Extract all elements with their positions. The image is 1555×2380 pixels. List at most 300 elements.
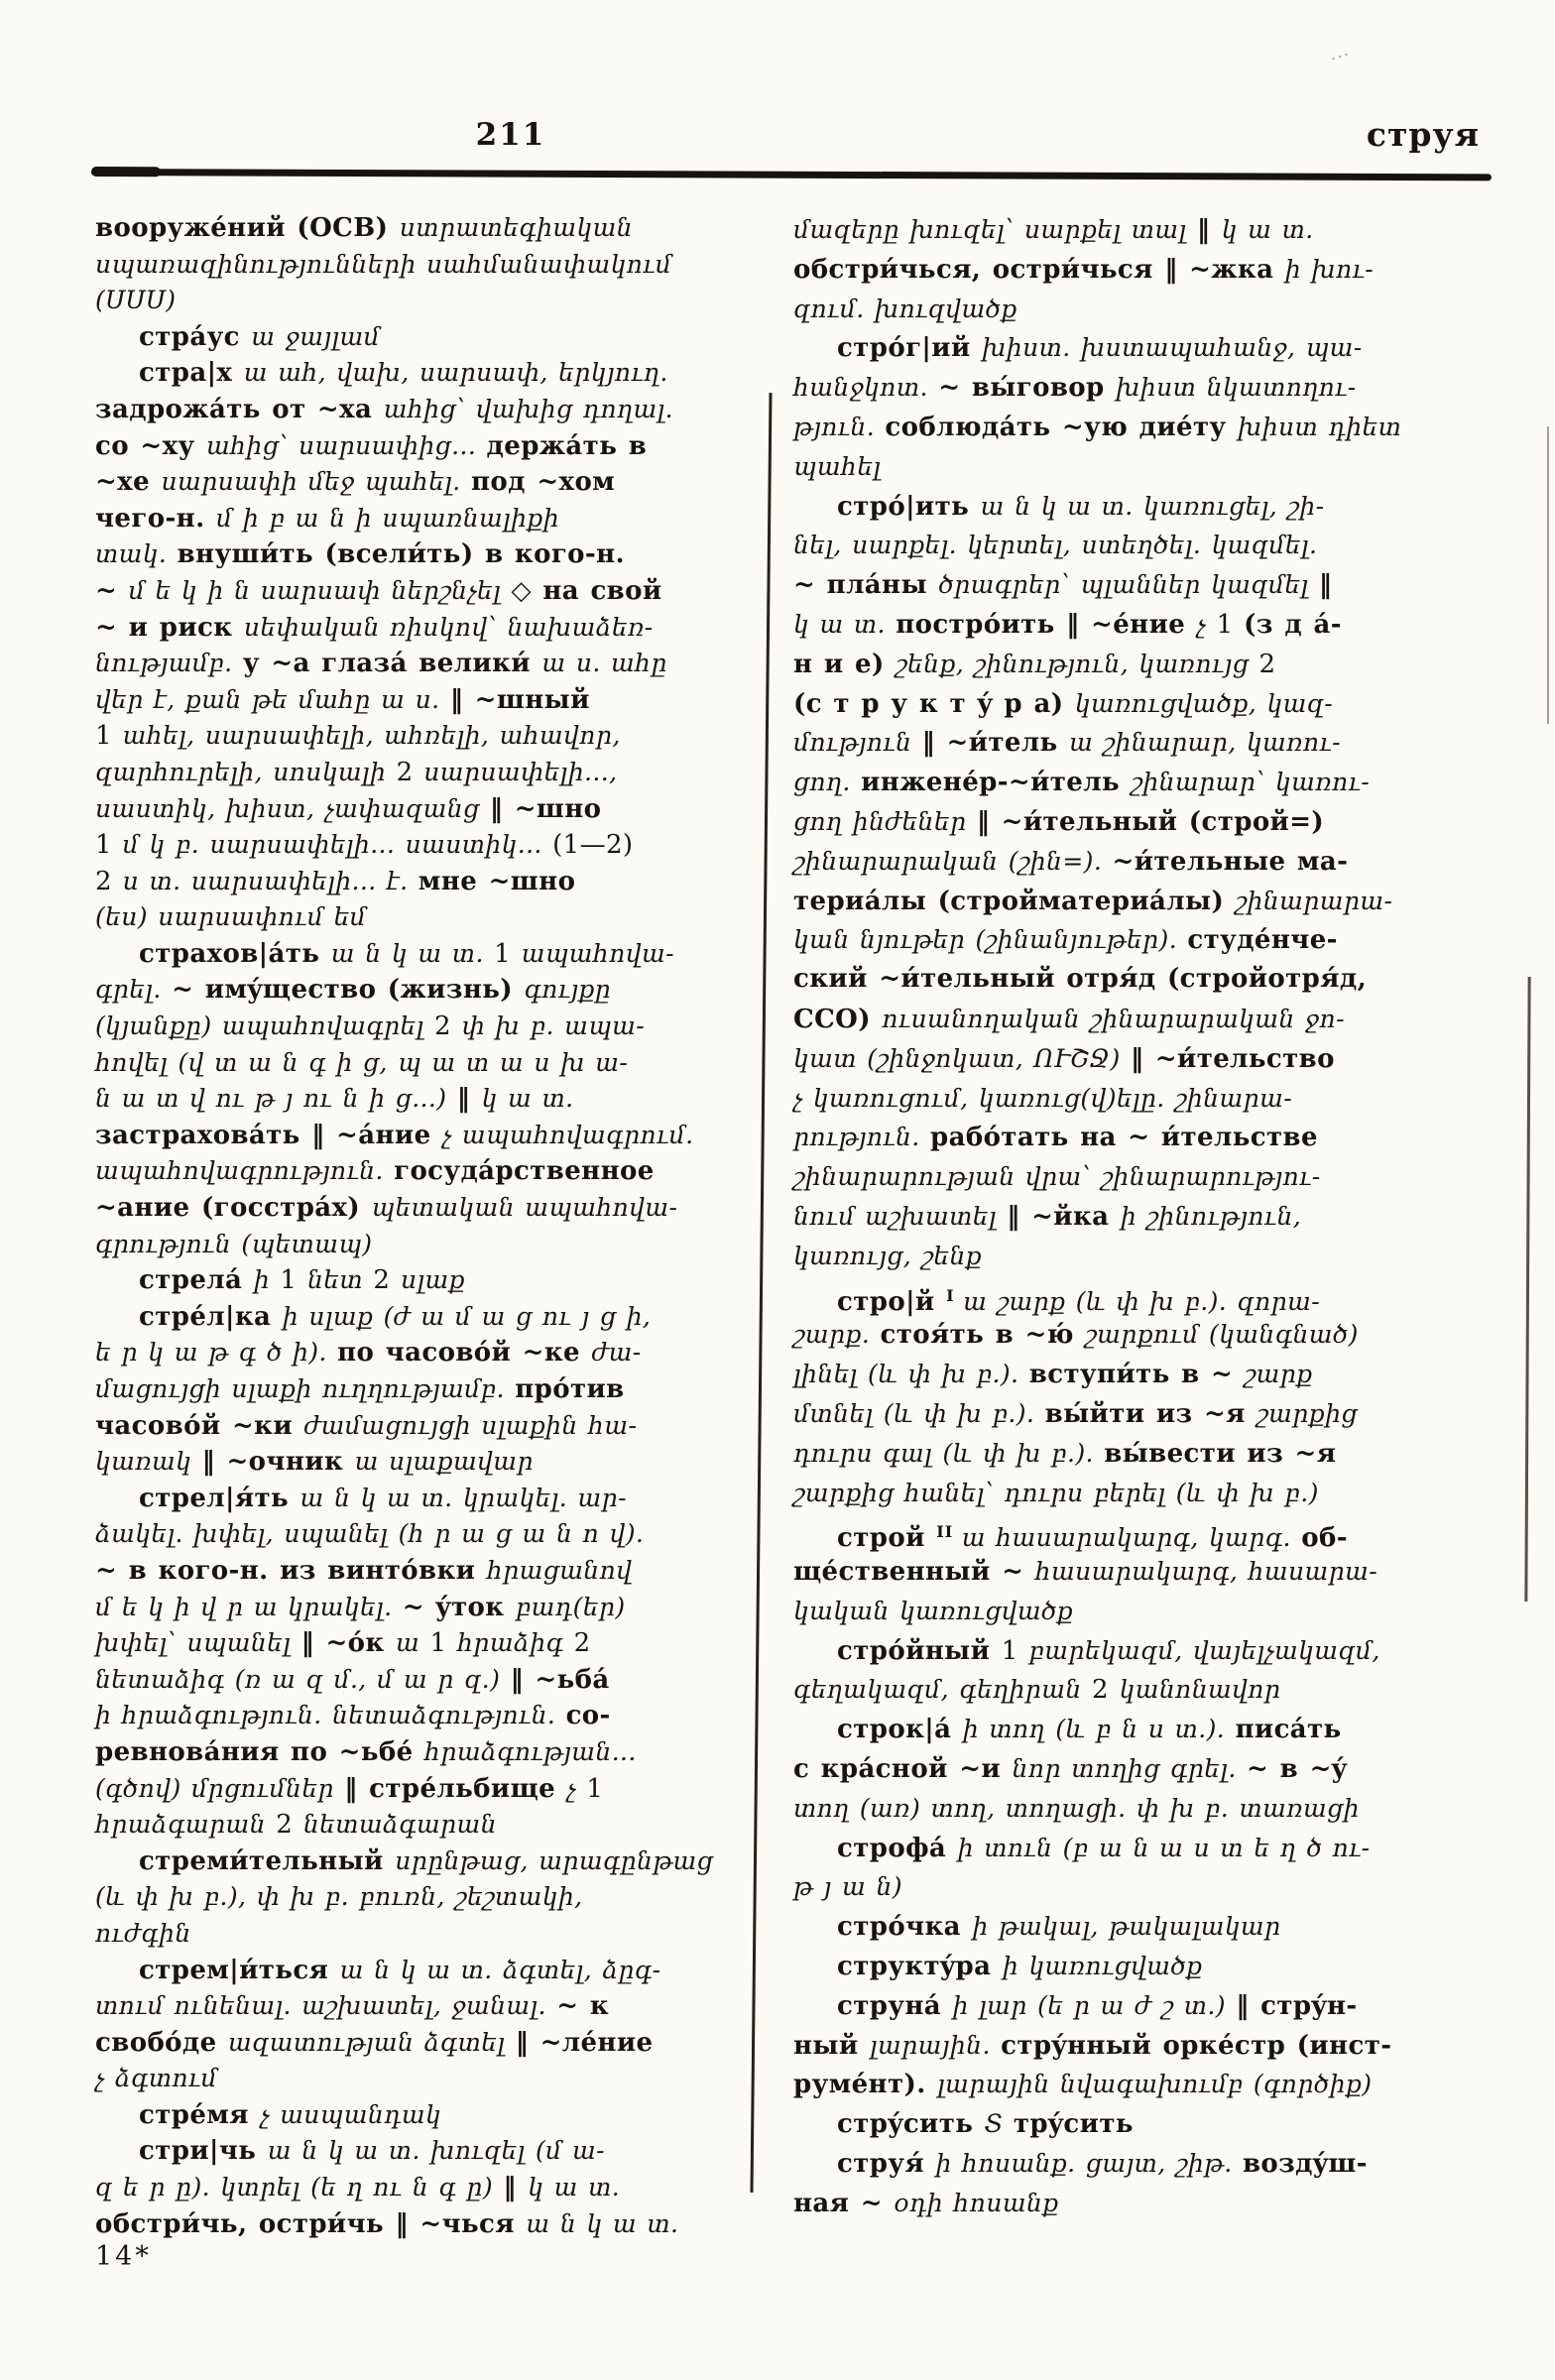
russian-text: об- <box>1301 1523 1348 1554</box>
armenian-text: շինարար՝ կառու- <box>1131 768 1371 797</box>
russian-text: ~ <box>95 575 129 606</box>
dict-line <box>793 2144 1503 2184</box>
armenian-text: ի հրաձգություն. նետաձգություն. <box>95 1701 566 1730</box>
armenian-text: զ ե ր ը). կտրել (ե ղ ու ն գ ը) <box>95 2173 504 2202</box>
armenian-text: նետ <box>306 1265 374 1295</box>
armenian-text: նությամբ. <box>95 649 243 678</box>
dict-line <box>95 573 778 610</box>
armenian-text: պահել <box>793 451 882 481</box>
armenian-text: գրություն (պետապ) <box>95 1229 373 1258</box>
dict-line <box>793 1000 1503 1039</box>
armenian-text: խիստ նկատողու- <box>1116 373 1357 403</box>
dict-line <box>793 1157 1503 1197</box>
armenian-text: սեփական ռիսկով՝ նախաձեռ- <box>243 612 654 642</box>
armenian-text: ապահովագրություն. <box>95 1156 395 1186</box>
dict-line <box>95 1153 778 1190</box>
armenian-text: բարեկազմ, վայելչակազմ, <box>1028 1635 1380 1665</box>
dict-line <box>793 1237 1503 1276</box>
dict-entry <box>793 2104 1503 2144</box>
ink-speck: ··· <box>1328 45 1354 68</box>
armenian-text: շարք. <box>793 1320 881 1350</box>
dict-line <box>95 355 778 392</box>
dict-line <box>793 1710 1503 1749</box>
russian-text: ~ к <box>556 1991 610 2022</box>
russian-text: ~ в кого-н. из винтóвки <box>95 1555 487 1586</box>
armenian-text: հասարակարգ, հասարա- <box>1034 1557 1378 1587</box>
russian-text: вооружéний (ОСВ) <box>95 213 400 243</box>
dict-entry <box>95 355 778 936</box>
russian-text: териáлы (стройматериáлы) <box>793 886 1236 916</box>
dict-line <box>793 1749 1503 1789</box>
russian-text: струнá <box>837 1990 953 2021</box>
russian-text: ◇ на свой <box>511 575 662 606</box>
armenian-text: ա սլաքավար <box>354 1447 534 1477</box>
armenian-text: կ ա տ. <box>793 609 897 639</box>
russian-text: страхов|áть <box>139 938 331 969</box>
armenian-text: ա ն կ ա տ. կրակել. ար- <box>299 1483 627 1512</box>
armenian-text: զարհուրելի, սոսկալի <box>95 757 397 786</box>
armenian-text: վեր է, քան թե մահը ա ս. <box>95 684 450 714</box>
armenian-text: շենք, շինություն, կառույց <box>896 649 1259 678</box>
dict-line <box>793 1789 1503 1829</box>
armenian-text: (կյանքը) ապահովագրել <box>95 1012 434 1041</box>
russian-text: стоя́ть в ~ю́ <box>880 1320 1086 1351</box>
dict-line <box>95 755 778 791</box>
armenian-text: նետաձիգ (ռ ա զ մ., մ ա ր զ.) <box>95 1664 511 1694</box>
russian-text: рабóтать на ~ и́тельстве <box>930 1123 1318 1153</box>
dict-entry <box>793 210 1503 328</box>
dict-entry <box>95 2133 778 2242</box>
roman-numeral-superscript: II <box>936 1522 962 1542</box>
dict-entry <box>793 1947 1503 1986</box>
russian-text: строк|á <box>837 1715 963 1745</box>
armenian-text: չ <box>1196 609 1217 639</box>
dict-line <box>793 882 1503 921</box>
plain-text: 1 <box>95 721 123 752</box>
russian-text: застраховáть ‖ ~áние <box>95 1120 442 1150</box>
russian-text: стрéл|ка <box>139 1301 283 1332</box>
dict-line <box>793 842 1503 882</box>
dict-line <box>95 1335 778 1371</box>
armenian-text: րություն. <box>793 1123 930 1152</box>
armenian-text: ահից՝ սարսափից... <box>206 430 487 460</box>
armenian-text: շինարարա- <box>1235 886 1393 915</box>
dict-line <box>95 1481 778 1517</box>
armenian-text: գրել. <box>95 975 173 1005</box>
russian-text: щéственный ~ <box>793 1557 1035 1588</box>
russian-text: стрем|и́ться <box>139 1955 340 1985</box>
dict-line <box>793 1118 1503 1157</box>
armenian-text: հրաձիգ <box>457 1628 574 1658</box>
russian-text: стрéмя <box>139 2099 261 2130</box>
armenian-text: հովել (վ տ ա ն գ ի ց, պ ա տ ա ս խ ա- <box>95 1047 629 1077</box>
dict-line <box>95 536 778 573</box>
russian-text: держáть в <box>486 430 648 461</box>
armenian-text: մտնել (և փ խ բ.). <box>793 1398 1045 1428</box>
armenian-text: տող (առ) տող, տողացի. փ խ բ. տառացի <box>793 1793 1360 1823</box>
dict-entry <box>793 1986 1503 2104</box>
armenian-text: ի լար (ե ր ա ժ շ տ.) <box>952 1990 1237 2020</box>
plain-text: 2 <box>1092 1675 1120 1706</box>
russian-text: ~ плáны <box>793 570 939 601</box>
dict-line <box>95 972 778 1009</box>
armenian-text: ժամացույցի սլաքին հա- <box>303 1410 638 1440</box>
dict-line <box>95 864 778 900</box>
russian-text: соблюдáть ~ую диéту <box>885 412 1238 442</box>
plain-text: (1—2) <box>552 830 634 861</box>
russian-text: госудáрственное <box>394 1156 655 1187</box>
armenian-text: խփել՝ սպանել <box>95 1628 301 1658</box>
armenian-text: ա ն կ ա տ. ձգտել, ձըգ- <box>339 1955 661 1984</box>
armenian-text: ուժգին <box>95 1918 191 1948</box>
armenian-text: տակ. <box>95 539 178 569</box>
signature-mark: 14* <box>95 2241 152 2272</box>
russian-text: ~ в ~ý <box>1247 1754 1348 1785</box>
scan-edge-artifact <box>1547 426 1549 724</box>
dict-entry <box>793 487 1503 1276</box>
dict-line <box>95 1009 778 1045</box>
russian-text: ‖ ~ьбá <box>510 1664 610 1695</box>
dict-line <box>95 247 778 284</box>
armenian-text: մ կ բ. սարսափելի... սաստիկ... <box>122 830 553 860</box>
plain-text: 2 <box>396 757 424 787</box>
armenian-text: կառակ <box>95 1447 202 1477</box>
armenian-text: հրաձգության... <box>424 1736 637 1766</box>
dict-line <box>95 1408 778 1445</box>
armenian-text: տում ունենալ. աշխատել, ջանալ. <box>95 1991 557 2021</box>
armenian-text: ի տող (և բ ն ս տ.). <box>962 1715 1236 1744</box>
russian-text: трýсить <box>1013 2109 1134 2140</box>
russian-text: ~и́тельные ма- <box>1112 846 1349 877</box>
dict-line <box>95 1844 778 1880</box>
dict-line <box>793 763 1503 802</box>
russian-text: обстри́чься, остри́чься ‖ ~жка <box>793 254 1285 285</box>
dict-entry <box>793 328 1503 486</box>
dict-line <box>95 464 778 501</box>
dict-line <box>793 960 1503 1000</box>
russian-text: у ~а глазá велики́ <box>242 649 542 679</box>
plain-text: 2 <box>276 1810 303 1841</box>
armenian-text: չ ասպանդակ <box>260 2099 442 2129</box>
dict-entry <box>793 1829 1503 1908</box>
russian-text: внуши́ть (всели́ть) в кого-н. <box>177 539 625 570</box>
armenian-text: կանոնավոր <box>1119 1675 1281 1705</box>
dict-line <box>793 1355 1503 1394</box>
armenian-text: չ ձգտում <box>95 2064 218 2093</box>
dict-line <box>793 684 1503 724</box>
dict-line <box>793 802 1503 842</box>
armenian-text: ահել, սարսափելի, ահռելի, ահավոր, <box>122 721 621 751</box>
russian-text: ‖ <box>1318 570 1333 601</box>
armenian-text: կական կառուցվածք <box>793 1596 1074 1625</box>
dict-line <box>793 487 1503 527</box>
armenian-text: ի հոսանք. ցայտ, շիթ. <box>935 2149 1243 2179</box>
armenian-text: չ <box>566 1773 587 1803</box>
russian-text: чего-н. <box>95 503 216 534</box>
russian-text: стрó|ить <box>837 491 981 522</box>
dict-entry <box>793 1710 1503 1828</box>
armenian-text: սլաք <box>400 1265 465 1295</box>
russian-text: со ~ху <box>95 430 207 461</box>
russian-text: ~хе <box>95 467 162 498</box>
russian-text: ~ имýщество (жизнь) <box>172 975 525 1006</box>
dict-line <box>95 827 778 864</box>
russian-text: студéнче- <box>1187 925 1338 956</box>
plain-text: 1 <box>95 830 123 861</box>
russian-text: стра|х <box>139 358 244 389</box>
dict-line <box>95 1262 778 1299</box>
armenian-text: Տ <box>984 2109 1014 2139</box>
dict-line <box>95 1516 778 1553</box>
dict-line <box>95 428 778 465</box>
russian-text: вступи́ть в ~ <box>1028 1360 1245 1390</box>
russian-text: стрóг|ий <box>837 333 983 364</box>
armenian-text: ս տ. սարսափելի... է. <box>122 866 419 895</box>
dict-line <box>793 1474 1503 1513</box>
plain-text: 1 <box>429 1628 458 1659</box>
dict-line <box>95 1625 778 1662</box>
russian-text: воздýш- <box>1242 2149 1368 2180</box>
dict-line <box>793 565 1503 605</box>
armenian-text: ն ա տ վ ու թ յ ու ն ի ց...) <box>95 1084 457 1114</box>
dict-line <box>95 646 778 682</box>
roman-numeral-superscript: I <box>946 1285 964 1305</box>
dict-line <box>95 319 778 356</box>
armenian-text: շարքում (կանգնած) <box>1085 1320 1359 1350</box>
armenian-text: ի տուն (բ ա ն ա ս տ ե ղ ծ ու- <box>957 1833 1371 1862</box>
armenian-text: սարսափելի..., <box>423 757 618 786</box>
dict-line <box>793 408 1503 447</box>
dict-line <box>95 1227 778 1263</box>
armenian-text: օդի հոսանք <box>894 2188 1059 2217</box>
russian-text: свобóде <box>95 2027 229 2058</box>
russian-text: часовóй ~ки <box>95 1410 304 1441</box>
russian-text: пострóить ‖ ~éние <box>896 609 1197 640</box>
dict-line <box>793 1907 1503 1947</box>
russian-text: ‖ <box>1196 215 1222 245</box>
dict-line <box>95 936 778 973</box>
russian-text: обстри́чь, остри́чь ‖ ~чься <box>95 2208 527 2239</box>
russian-text: струя́ <box>837 2149 936 2180</box>
armenian-text: մ ե կ ի ն սարսափ ներշնչել <box>128 575 512 605</box>
armenian-text: ապահովա- <box>521 938 674 968</box>
dict-line <box>95 1662 778 1699</box>
plain-text: 1 <box>494 938 522 969</box>
russian-text: по часовóй ~ке <box>337 1338 592 1368</box>
dict-entry <box>793 2144 1503 2223</box>
plain-text: 1 <box>280 1265 307 1296</box>
armenian-text: սարսափի մեջ պահել. <box>161 467 471 497</box>
russian-text: прóтив <box>515 1374 625 1404</box>
russian-text: ‖ ~óк <box>300 1628 397 1659</box>
dict-line <box>95 1553 778 1590</box>
russian-text: задрожáть от ~ха <box>95 394 384 424</box>
dictionary-column-right <box>793 210 1503 2223</box>
dict-line <box>793 1670 1503 1710</box>
russian-text: ~ ýток <box>402 1592 516 1622</box>
armenian-text: թ յ ա ն) <box>793 1872 902 1902</box>
dict-line <box>95 2025 778 2062</box>
armenian-text: չ ապահովագրում. <box>441 1120 694 1149</box>
armenian-text: մություն <box>793 728 922 758</box>
russian-text: (с т р у к т ý р а) <box>793 688 1075 719</box>
armenian-text: սպառազինությունների սահմանափակում <box>95 249 672 279</box>
russian-text: ‖ ~шно <box>489 793 602 824</box>
armenian-text: շարքից <box>1256 1398 1358 1428</box>
dict-line <box>95 1953 778 1989</box>
russian-text: (з д á- <box>1244 609 1342 640</box>
armenian-text: ի կառուցվածք <box>1002 1952 1203 1981</box>
armenian-text: մացույցի սլաքի ուղղությամբ. <box>95 1374 516 1403</box>
armenian-text: ա ն կ ա տ. <box>330 938 495 968</box>
dict-line <box>95 610 778 647</box>
dict-line <box>95 2133 778 2170</box>
plain-text: 1 <box>1001 1635 1029 1666</box>
dict-line <box>793 368 1503 408</box>
guide-word: струя <box>1366 115 1480 154</box>
armenian-text: գույքը <box>524 975 612 1005</box>
russian-text: писáть <box>1235 1715 1342 1745</box>
dict-entry <box>95 210 778 319</box>
dict-line <box>95 2061 778 2097</box>
armenian-text: նոր տողից գրել. <box>1012 1754 1248 1784</box>
armenian-text: ա ջայլամ <box>251 321 381 351</box>
russian-text: ‖ ~лéние <box>515 2027 654 2058</box>
dict-line <box>793 1315 1503 1355</box>
russian-text: стри|чь <box>139 2136 268 2167</box>
dict-line <box>95 1988 778 2025</box>
armenian-text: շարք <box>1244 1360 1313 1389</box>
dict-line <box>95 1190 778 1227</box>
armenian-text: ի <box>253 1265 281 1295</box>
russian-text: инженéр-~и́тель <box>861 768 1132 798</box>
dict-line <box>793 526 1503 565</box>
dict-line <box>95 1698 778 1734</box>
dict-entry <box>95 1481 778 1844</box>
dict-line <box>793 1276 1503 1316</box>
armenian-text: ա ն կ ա տ. խուզել (մ ա- <box>267 2136 605 2166</box>
armenian-text: մազերը խուզել՝ սարքել տալ <box>793 215 1197 244</box>
dict-line <box>95 2170 778 2206</box>
dict-line <box>95 392 778 428</box>
armenian-text: ի թակալ, թակալակար <box>972 1912 1281 1942</box>
russian-text: строй <box>837 1523 937 1554</box>
header-rule <box>91 169 1492 180</box>
dict-line <box>95 2097 778 2134</box>
armenian-text: կատ (շինջոկատ, ՈՒՇՋ) <box>793 1043 1131 1073</box>
dict-line <box>95 899 778 936</box>
russian-text: структýра <box>837 1952 1003 1982</box>
dict-line <box>793 920 1503 960</box>
russian-text: ский ~и́тельный отря́д (стройотря́д, <box>793 964 1368 995</box>
armenian-text: ի խու- <box>1284 254 1375 284</box>
armenian-text: բադ(եր) <box>515 1592 626 1621</box>
armenian-text: ի շինություն, <box>1120 1201 1302 1231</box>
plain-text: 2 <box>373 1265 401 1296</box>
armenian-text: խիստ. խստապահանջ, պա- <box>982 333 1363 363</box>
armenian-text: ա հասարակարգ, կարգ. <box>961 1523 1302 1553</box>
russian-text: стрелá <box>139 1265 254 1296</box>
russian-text: стрýнный оркéстр (инст- <box>1001 2030 1392 2061</box>
russian-text: ‖ ~очник <box>201 1447 355 1478</box>
dict-line <box>793 1631 1503 1671</box>
dict-line <box>793 2184 1503 2223</box>
dict-line <box>793 1434 1503 1474</box>
dict-entry <box>95 319 778 356</box>
armenian-text: ա ն կ ա տ. <box>526 2208 679 2238</box>
armenian-text: (և փ խ բ.), փ խ բ. բուռն, շեշտակի, <box>95 1882 583 1912</box>
russian-text: н и е) <box>793 649 897 679</box>
dict-line <box>95 501 778 537</box>
armenian-text: ժա- <box>591 1338 642 1368</box>
dict-entry <box>95 1262 778 1299</box>
russian-text: ный <box>793 2030 871 2061</box>
armenian-text: հրաձգարան <box>95 1810 277 1840</box>
plain-text: 2 <box>1258 649 1276 679</box>
armenian-text: փ խ բ. ապա- <box>461 1012 646 1041</box>
armenian-text: չ կառուցում, կառուց(վ)ելը. շինարա- <box>793 1083 1293 1113</box>
russian-text: ~ и риск <box>95 612 244 643</box>
armenian-text: ա <box>396 1628 430 1658</box>
armenian-text: նետաձգարան <box>302 1810 497 1840</box>
armenian-text: թյուն. <box>793 412 886 441</box>
armenian-text: (ՍՍՍ) <box>95 286 177 315</box>
russian-text: ‖ ~шный <box>449 684 590 715</box>
dict-line <box>793 290 1503 329</box>
scan-edge-artifact <box>1524 977 1530 1602</box>
armenian-text: մ ի բ ա ն ի սպառնալիքի <box>215 503 559 533</box>
armenian-text: ազատության ձգտել <box>228 2027 516 2057</box>
dict-entry <box>793 1512 1503 1630</box>
dict-entry <box>95 1299 778 1481</box>
dict-line <box>793 2065 1503 2104</box>
armenian-text: կառույց, շենք <box>793 1241 983 1270</box>
russian-text: ССО) <box>793 1004 883 1034</box>
russian-text: румéнт). <box>793 2070 938 2100</box>
dict-line <box>793 210 1503 250</box>
russian-text: ‖ стрéльбище <box>344 1773 567 1804</box>
armenian-text: ցող ինժեներ <box>793 806 977 836</box>
dict-line <box>793 1512 1503 1552</box>
armenian-text: ձակել. խփել, սպանել (հ ր ա ց ա ն ո վ). <box>95 1519 645 1549</box>
dict-line <box>95 210 778 247</box>
russian-text: со- <box>565 1701 611 1731</box>
dict-line <box>95 1916 778 1953</box>
dict-line <box>793 645 1503 684</box>
dict-line <box>95 1045 778 1082</box>
armenian-text: լարային. <box>870 2030 1002 2060</box>
armenian-text: սաստիկ, խիստ, չափազանց <box>95 793 490 823</box>
dict-line <box>793 2104 1503 2144</box>
armenian-text: ա ս. ահը <box>541 649 667 678</box>
armenian-text: ի սլաք (ժ ա մ ա ց ու յ ց ի, <box>282 1301 652 1331</box>
armenian-text: խիստ դիետ <box>1237 412 1402 441</box>
dict-entry <box>95 2097 778 2134</box>
russian-text: стрáус <box>139 321 252 352</box>
russian-text: ная ~ <box>793 2188 895 2218</box>
armenian-text: կ ա տ. <box>481 1084 574 1114</box>
dict-line <box>95 1444 778 1481</box>
russian-text: стрóчка <box>837 1912 973 1943</box>
russian-text: вы́йти из ~я <box>1044 1398 1257 1429</box>
dict-line <box>95 718 778 755</box>
armenian-text: կ ա տ. <box>1221 215 1314 244</box>
dict-entry <box>95 1953 778 2097</box>
armenian-text: լինել (և փ խ բ.). <box>793 1360 1029 1389</box>
dict-line <box>95 1371 778 1408</box>
armenian-text: ահից՝ վախից դողալ. <box>383 394 673 423</box>
dict-line <box>95 1771 778 1808</box>
